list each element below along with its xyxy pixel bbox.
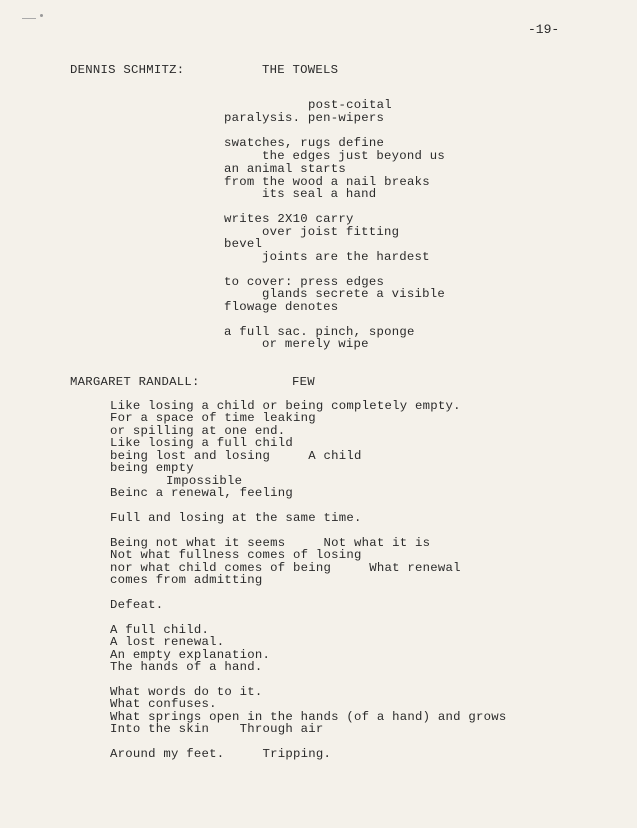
poem-line: What springs open in the hands (of a hand) and grows	[110, 710, 507, 724]
page-number: -19-	[528, 22, 560, 37]
poem-line: being empty	[110, 461, 194, 475]
poem-line: Into the skin Through air	[110, 722, 324, 736]
poem-line: from the wood a nail breaks	[224, 175, 430, 189]
poem-author: DENNIS SCHMITZ:	[70, 63, 185, 77]
poem-line: An empty explanation.	[110, 648, 271, 662]
poem-line: For a space of time leaking	[110, 411, 316, 425]
poem-line: The hands of a hand.	[110, 660, 263, 674]
poem-line: or spilling at one end.	[110, 424, 286, 438]
poem-line: Full and losing at the same time.	[110, 511, 362, 525]
poem-line: over joist fitting	[262, 225, 400, 239]
poem-line: paralysis. pen-wipers	[224, 111, 385, 125]
poem-line: its seal a hand	[262, 187, 377, 201]
poem-line: Like losing a full child	[110, 436, 294, 450]
poem-line: joints are the hardest	[262, 250, 430, 264]
poem-author: MARGARET RANDALL:	[70, 375, 200, 389]
poem-line: Not what fullness comes of losing	[110, 548, 362, 562]
poem-line: post-coital	[308, 98, 392, 112]
poem-line: to cover: press edges	[224, 275, 385, 289]
poem-line: being lost and losing A child	[110, 449, 362, 463]
poem-line: glands secrete a visible	[262, 287, 446, 301]
poem-line: or merely wipe	[262, 337, 369, 351]
poem-line: nor what child comes of being What renewal	[110, 561, 461, 575]
poem-line: Being not what it seems Not what it is	[110, 536, 431, 550]
poem-line: writes 2X10 carry	[224, 212, 354, 226]
poem-line: A lost renewal.	[110, 635, 225, 649]
poem-line: an animal starts	[224, 162, 347, 176]
poem-line: a full sac. pinch, sponge	[224, 325, 415, 339]
poem-line: A full child.	[110, 623, 210, 637]
poem-line: swatches, rugs define	[224, 136, 385, 150]
paper-mark	[22, 18, 36, 19]
poem-line: Impossible	[166, 474, 243, 488]
paper-speck	[40, 14, 43, 17]
poem-title: FEW	[292, 375, 315, 389]
poem-line: What confuses.	[110, 697, 217, 711]
poem-line: comes from admitting	[110, 573, 263, 587]
poem-line: flowage denotes	[224, 300, 339, 314]
poem-line: the edges just beyond us	[262, 149, 446, 163]
poem-line: Defeat.	[110, 598, 164, 612]
poem-line: Beinc a renewal, feeling	[110, 486, 294, 500]
poem-line: Around my feet. Tripping.	[110, 747, 332, 761]
poem-line: bevel	[224, 237, 263, 251]
poem-line: Like losing a child or being completely empty.	[110, 399, 461, 413]
poem-title: THE TOWELS	[262, 63, 339, 77]
poem-line: What words do to it.	[110, 685, 263, 699]
